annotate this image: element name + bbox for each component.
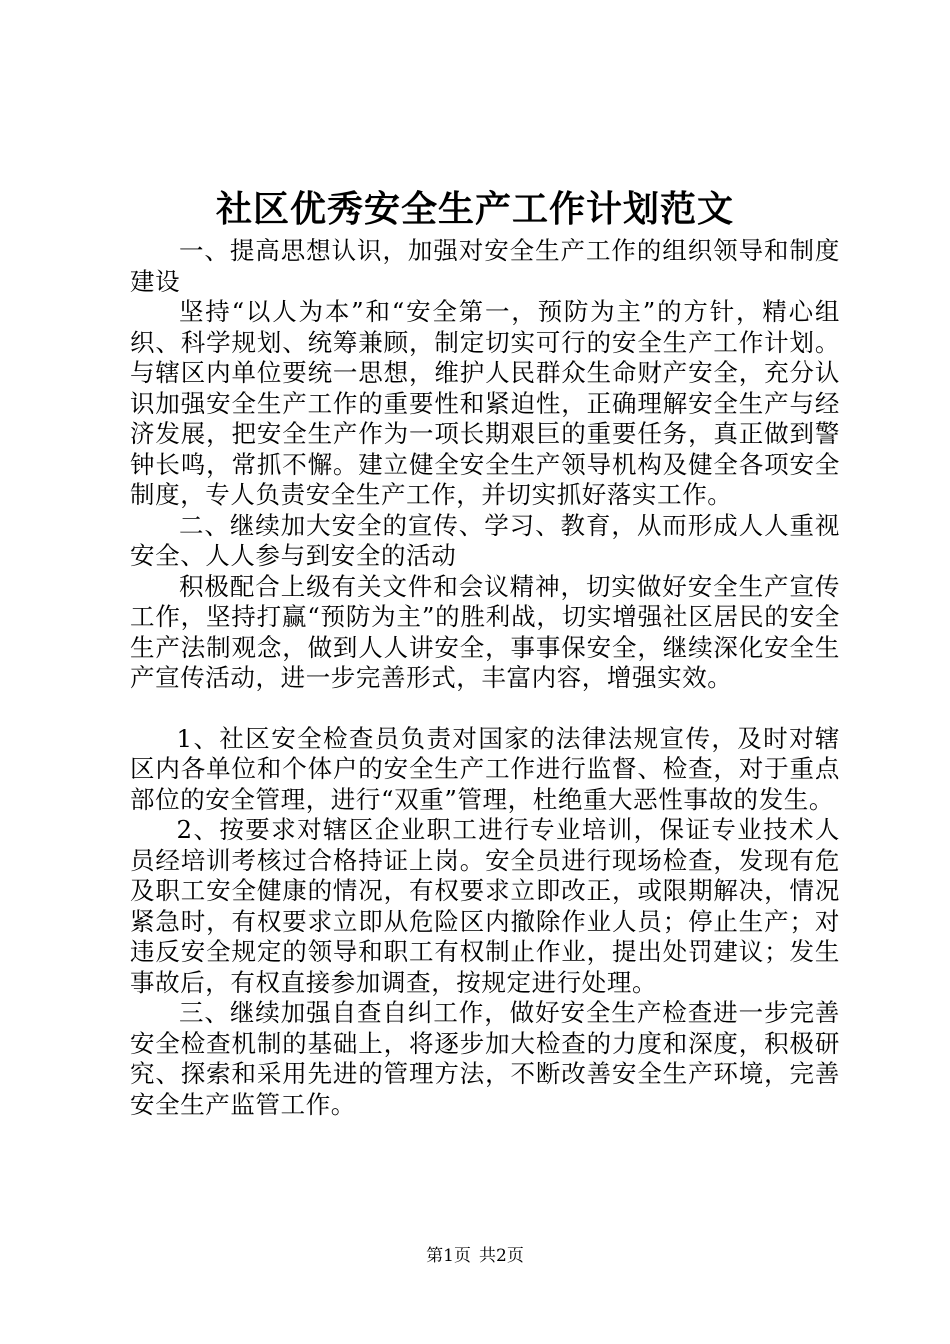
numbered-item-2: 2、按要求对辖区企业职工进行专业培训，保证专业技术人员经培训考核过合格持证上岗。安全员进行现场检查，发现有危及职工安全健康的情况，有权要求立即改正，或限期解决，情况紧急时，有权要求立即从危险区内撤除作业人员；停止生产；对违反安全规定的领导和职工有权制止作业，提出处罚建议；发生事故后，有权直接参加调查，按规定进行处理。	[130, 815, 840, 997]
page-total: 共2页	[479, 1246, 524, 1266]
section-heading-1: 一、提高思想认识，加强对安全生产工作的组织领导和制度建设	[130, 236, 840, 296]
body-paragraph: 坚持“以人为本”和“安全第一，预防为主”的方针，精心组织、科学规划、统筹兼顾，制定切实可行的安全生产工作计划。与辖区内单位要统一思想，维护人民群众生命财产安全，充分认识加强安全生产工作的重要性和紧迫性，正确理解安全生产与经济发展，把安全生产作为一项长期艰巨的重要任务，真正做到警钟长鸣，常抓不懈。建立健全安全生产领导机构及健全各项安全制度，专人负责安全生产工作，并切实抓好落实工作。	[130, 297, 840, 509]
document-title: 社区优秀安全生产工作计划范文	[215, 188, 734, 230]
page-footer	[0, 1244, 950, 1268]
numbered-item-1: 1、社区安全检查员负责对国家的法律法规宣传，及时对辖区内各单位和个体户的安全生产工作进行监督、检查，对于重点部位的安全管理，进行“双重”管理，杜绝重大恶性事故的发生。	[130, 723, 840, 814]
paragraph-gap	[130, 694, 840, 724]
page-number: 第1页	[426, 1246, 471, 1266]
document-body	[130, 236, 840, 1120]
section-heading-2: 二、继续加大安全的宣传、学习、教育，从而形成人人重视安全、人人参与到安全的活动	[130, 510, 840, 570]
section-heading-3: 三、继续加强自查自纠工作，做好安全生产检查进一步完善安全检查机制的基础上，将逐步加大检查的力度和深度，积极研究、探索和采用先进的管理方法，不断改善安全生产环境，完善安全生产监管工作。	[130, 998, 840, 1119]
body-paragraph: 积极配合上级有关文件和会议精神，切实做好安全生产宣传工作，坚持打赢“预防为主”的胜利战，切实增强社区居民的安全生产法制观念，做到人人讲安全，事事保安全，继续深化安全生产宣传活动，进一步完善形式，丰富内容，增强实效。	[130, 571, 840, 692]
